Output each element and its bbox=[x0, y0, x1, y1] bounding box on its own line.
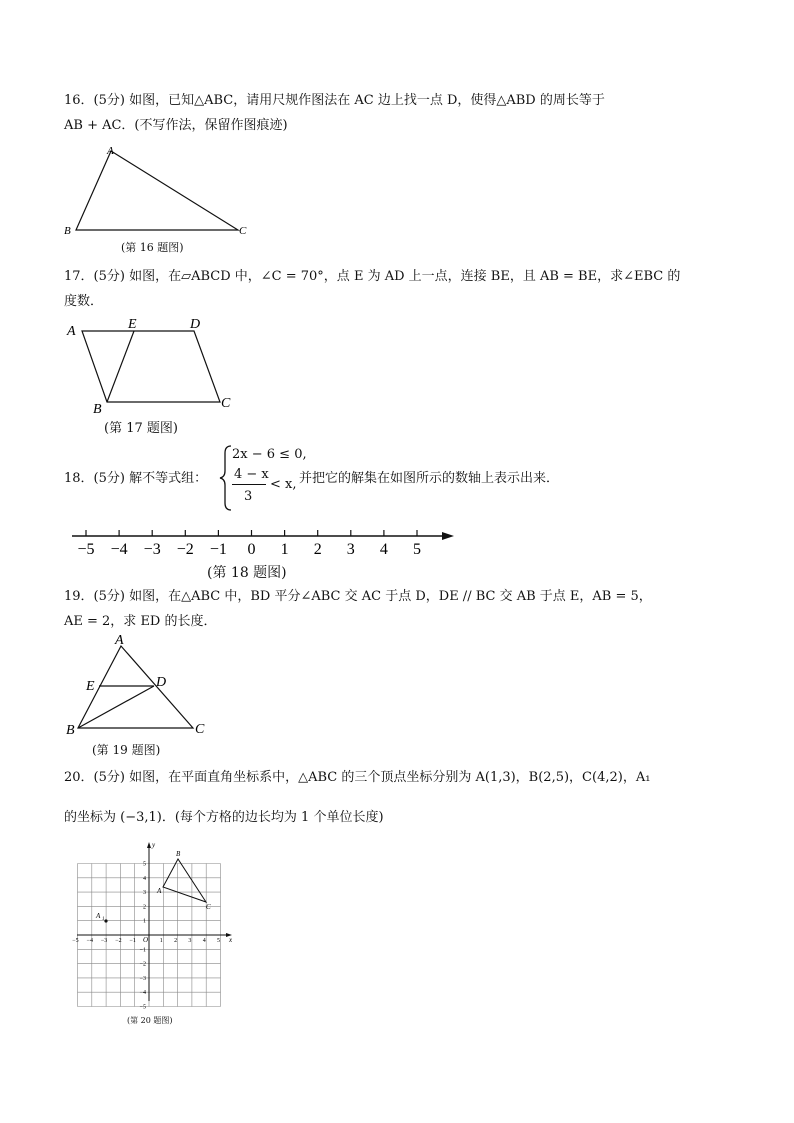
number-line-label: 4 bbox=[379, 541, 388, 558]
q16-line1: 16．(5分) 如图，已知△ABC，请用尺规作图法在 AC 边上找一点 D，使得△ABD 的周长等于 bbox=[64, 93, 605, 108]
fraction-bar bbox=[232, 484, 266, 485]
q19-caption: (第 19 题图) bbox=[92, 743, 161, 757]
label-e: E bbox=[86, 679, 95, 694]
q18-prefix: 18．(5分) 解不等式组： bbox=[64, 471, 208, 486]
y-tick-label: −4 bbox=[139, 990, 146, 997]
y-arrow bbox=[147, 842, 151, 848]
label-b: B bbox=[66, 723, 75, 738]
q20-caption: (第 20 题图) bbox=[127, 1016, 173, 1025]
q19-figure bbox=[62, 632, 212, 738]
q17-caption: (第 17 题图) bbox=[104, 421, 178, 436]
y-tick-label: 2 bbox=[143, 904, 146, 911]
label-x: x bbox=[229, 936, 233, 944]
q16-figure bbox=[60, 142, 260, 237]
x-tick-label: 3 bbox=[188, 938, 192, 944]
label-c: C bbox=[206, 903, 211, 911]
x-tick-label: 4 bbox=[202, 938, 206, 944]
number-line-label: −3 bbox=[143, 541, 161, 558]
q17-line2: 度数． bbox=[64, 294, 104, 309]
y-tick-label: 1 bbox=[143, 918, 146, 925]
x-tick-label: 1 bbox=[159, 938, 163, 944]
label-a: A bbox=[67, 324, 76, 339]
label-a1-sub: 1 bbox=[102, 917, 105, 922]
label-b: B bbox=[176, 850, 181, 858]
x-tick-label: −5 bbox=[72, 938, 79, 944]
q17-line1: 17．(5分) 如图，在▱ABCD 中，∠C = 70°，点 E 为 AD 上一点，连接 BE，且 AB = BE，求∠EBC 的 bbox=[64, 269, 681, 284]
number-line-label: −5 bbox=[77, 541, 95, 558]
number-line-label: −2 bbox=[176, 541, 194, 558]
parallelogram-abcd bbox=[82, 331, 220, 402]
label-c: C bbox=[221, 396, 231, 411]
triangle-abc bbox=[163, 859, 206, 902]
y-tick-label: 4 bbox=[143, 875, 146, 882]
label-b: B bbox=[64, 225, 71, 237]
label-a1: A bbox=[96, 912, 101, 920]
y-tick-label: 3 bbox=[143, 890, 146, 897]
q19-line1: 19．(5分) 如图，在△ABC 中，BD 平分∠ABC 交 AC 于点 D，DE // BC 交 AB 于点 E，AB = 5， bbox=[64, 589, 652, 604]
x-tick-label: −4 bbox=[86, 938, 93, 944]
label-a: A bbox=[157, 887, 162, 895]
label-o: O bbox=[143, 936, 149, 944]
label-b: B bbox=[93, 402, 102, 415]
q16-caption: (第 16 题图) bbox=[121, 241, 184, 254]
number-line-label: 3 bbox=[346, 541, 355, 558]
q18-inequality-2-denominator: 3 bbox=[244, 489, 253, 504]
q18-inequality-2-numerator: 4 − x bbox=[234, 467, 269, 482]
y-tick-label: −3 bbox=[139, 975, 146, 982]
triangle-abc bbox=[78, 646, 193, 728]
number-line-label: 2 bbox=[313, 541, 322, 558]
number-line-label: 1 bbox=[280, 541, 289, 558]
x-tick-label: 5 bbox=[217, 938, 220, 944]
label-c: C bbox=[239, 225, 247, 237]
number-line-label: 0 bbox=[247, 541, 256, 558]
x-tick-label: −3 bbox=[100, 938, 108, 944]
number-line-label: −1 bbox=[209, 541, 227, 558]
q16-line2: AB + AC．(不写作法，保留作图痕迹) bbox=[64, 118, 288, 133]
label-a: A bbox=[107, 145, 114, 157]
q18-suffix: 并把它的解集在如图所示的数轴上表示出来． bbox=[299, 471, 560, 486]
q18-number-line bbox=[64, 522, 456, 562]
q18-inequality-2-rest: < x, bbox=[270, 477, 297, 492]
x-tick-label: −2 bbox=[115, 938, 122, 944]
number-line-label: −4 bbox=[110, 541, 128, 558]
x-tick-label: −1 bbox=[129, 938, 136, 944]
x-tick-label: 2 bbox=[174, 938, 178, 944]
label-c: C bbox=[195, 722, 205, 737]
label-d: D bbox=[190, 317, 201, 332]
q18-inequality-1: 2x − 6 ≤ 0, bbox=[232, 447, 307, 462]
label-d: D bbox=[156, 675, 167, 690]
point-a1 bbox=[104, 919, 107, 922]
label-y: y bbox=[152, 841, 156, 849]
y-tick-label: −5 bbox=[139, 1004, 146, 1011]
y-tick-label: −2 bbox=[139, 961, 146, 968]
q17-figure bbox=[62, 313, 242, 415]
label-e: E bbox=[128, 317, 137, 332]
y-tick-label: 5 bbox=[143, 861, 146, 868]
arrow-head bbox=[442, 532, 454, 540]
triangle-abc bbox=[76, 151, 238, 230]
segment-be bbox=[107, 331, 134, 402]
q18-caption: (第 18 题图) bbox=[207, 565, 287, 581]
label-a: A bbox=[115, 633, 124, 648]
y-tick-label: −1 bbox=[139, 947, 146, 954]
q20-coordinate-grid bbox=[64, 838, 244, 1014]
number-line-label: 5 bbox=[413, 541, 421, 558]
q20-line2: 的坐标为 (−3,1)．(每个方格的边长均为 1 个单位长度) bbox=[64, 810, 384, 825]
q20-line1: 20．(5分) 如图，在平面直角坐标系中，△ABC 的三个顶点坐标分别为 A(1,3)，B(2,5)，C(4,2)，A₁ bbox=[64, 770, 651, 785]
q19-line2: AE = 2，求 ED 的长度． bbox=[64, 614, 217, 629]
